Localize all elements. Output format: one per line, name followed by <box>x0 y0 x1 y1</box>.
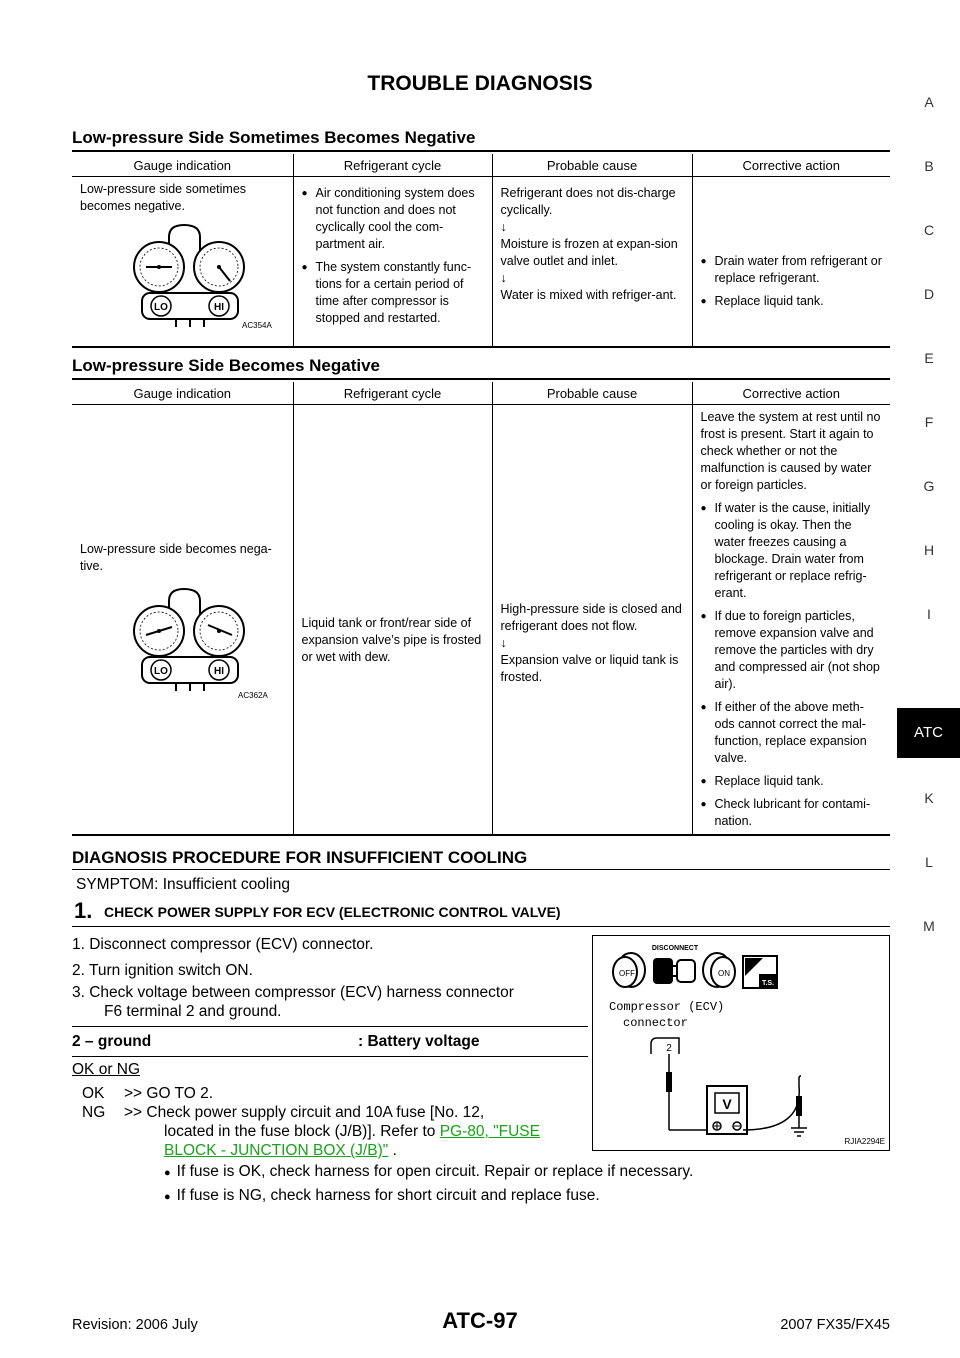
refrigerant-cycle-cell <box>293 405 492 836</box>
connector-caption: Compressor (ECV) <box>609 1000 725 1014</box>
svg-text:HI: HI <box>214 666 224 677</box>
gauge-text: Low-pressure side becomes nega-tive. <box>80 542 272 573</box>
step-title: CHECK POWER SUPPLY FOR ECV (ELECTRONIC CONTROL VALVE) <box>104 904 561 920</box>
side-tab[interactable]: D <box>923 286 935 302</box>
list-item: ● The system constantly func-tions for a certain period of time after compressor is stopped and restarted. <box>302 259 484 327</box>
ng-end: . <box>392 1142 397 1159</box>
connector-caption: connector <box>623 1016 688 1030</box>
section-rule <box>72 378 890 380</box>
list-item: ● Drain water from refrigerant or replace refrigerant. <box>701 253 883 287</box>
ng-text-cont <box>164 1142 397 1160</box>
gauge-indication-cell <box>72 177 293 347</box>
page-title: TROUBLE DIAGNOSIS <box>367 72 593 95</box>
figure-code: RJIA2294E <box>844 1137 885 1146</box>
section-heading-1: Low-pressure Side Sometimes Becomes Negative <box>72 128 476 147</box>
arrow-down-icon: ↓ <box>500 271 507 285</box>
manifold-gauge-icon <box>124 583 284 701</box>
cause-line: Expansion valve or liquid tank is frosted. <box>500 653 679 684</box>
list-item: ● If due to foreign particles, remove expansion valve and remove the particles with dry and compressed air (not shop air). <box>701 608 883 693</box>
manifold-gauge-figure <box>124 219 284 337</box>
arrow-down-icon: ↓ <box>500 220 507 234</box>
ok-text: >> GO TO 2. <box>124 1085 214 1102</box>
terminal-label: 2 <box>666 1043 672 1054</box>
list-item: ● Air conditioning system does not function and does not cyclically cool the com-partment air. <box>302 185 484 253</box>
procedure-heading: DIAGNOSIS PROCEDURE FOR INSUFFICIENT COOLING <box>72 848 528 867</box>
footer-page-number: ATC-97 <box>442 1308 518 1333</box>
arrow-down-icon: ↓ <box>500 636 507 650</box>
footer-revision: Revision: 2006 July <box>72 1317 198 1333</box>
table-low-pressure-sometimes <box>72 154 890 348</box>
gauge-indication-cell <box>72 405 293 836</box>
section-rule <box>72 926 890 927</box>
step-number: 1. <box>74 898 93 923</box>
fuse-block-link[interactable]: BLOCK - JUNCTION BOX (J/B)" <box>164 1142 389 1159</box>
step-line: 3. Check voltage between compressor (ECV) harness connector <box>72 984 514 1001</box>
step-line-cont: F6 terminal 2 and ground. <box>104 1003 282 1020</box>
manifold-gauge-figure <box>124 583 284 701</box>
column-header: Gauge indication <box>72 382 293 405</box>
off-label: OFF <box>619 969 635 978</box>
side-tab[interactable]: I <box>927 606 931 622</box>
column-header: Corrective action <box>692 382 890 405</box>
svg-text:HI: HI <box>214 302 224 313</box>
bullet-item <box>164 1187 600 1205</box>
corrective-action-cell <box>692 177 890 347</box>
column-header: Corrective action <box>692 154 890 177</box>
list-item: ● Replace liquid tank. <box>701 773 883 790</box>
ng-label: NG <box>82 1104 106 1121</box>
bullet-icon: ● <box>164 1191 171 1203</box>
section-rule <box>72 869 890 870</box>
ts-label: T.S. <box>761 980 775 987</box>
step-line: 2. Turn ignition switch ON. <box>72 962 253 979</box>
probable-cause-cell <box>492 177 692 347</box>
side-tab[interactable]: K <box>924 790 934 806</box>
list-item: ● Replace liquid tank. <box>701 293 883 310</box>
cause-line: High-pressure side is closed and refrigerant does not flow. <box>500 602 682 633</box>
spec-value: : Battery voltage <box>358 1033 480 1050</box>
side-tab[interactable]: E <box>924 350 934 366</box>
cause-line: Water is mixed with refriger-ant. <box>500 288 677 302</box>
list-item: ● If water is the cause, initially cooling is okay. Then the water freezes causing a blockage. Drain water from refrigerant or replace refrig-erant. <box>701 500 883 602</box>
cause-line: Moisture is frozen at expan-sion valve outlet and inlet. <box>500 237 678 268</box>
ok-ng-label: OK or NG <box>72 1061 141 1078</box>
side-tab[interactable]: G <box>923 478 935 494</box>
column-header: Probable cause <box>492 154 692 177</box>
figure-code: AC354A <box>242 321 272 330</box>
spec-label: 2 – ground <box>72 1033 152 1050</box>
svg-text:LO: LO <box>154 302 168 313</box>
bullet-text: If fuse is OK, check harness for open circuit. Repair or replace if necessary. <box>176 1163 694 1180</box>
column-header: Gauge indication <box>72 154 293 177</box>
column-header: Refrigerant cycle <box>293 154 492 177</box>
disconnect-label: DISCONNECT <box>651 945 699 952</box>
gauge-text: Low-pressure side sometimes becomes negative. <box>80 182 247 213</box>
bullet-icon: ● <box>164 1167 171 1179</box>
connector-figure <box>592 935 890 1151</box>
side-tab[interactable]: B <box>924 158 934 174</box>
side-tab[interactable]: F <box>924 414 934 430</box>
section-heading-2: Low-pressure Side Becomes Negative <box>72 356 381 375</box>
spec-rule <box>72 1056 588 1057</box>
section-rule <box>72 150 890 152</box>
figure-code: AC362A <box>238 691 268 700</box>
ng-cont: located in the fuse block (J/B)]. Refer to <box>164 1123 436 1140</box>
action-intro: Leave the system at rest until no frost is present. Start it again to check whether or not the malfunction is caused by water or foreign particles. <box>700 410 881 492</box>
voltmeter-icon: V <box>722 1096 732 1112</box>
spec-rule <box>72 1026 588 1027</box>
bullet-text: If fuse is NG, check harness for short circuit and replace fuse. <box>176 1187 600 1204</box>
svg-text:LO: LO <box>154 666 168 677</box>
side-tab[interactable]: C <box>923 222 935 238</box>
cause-line: Refrigerant does not dis-charge cyclically. <box>500 186 676 217</box>
list-item: ● If either of the above meth-ods cannot correct the mal-function, replace expansion valve. <box>701 699 883 767</box>
ok-label: OK <box>82 1085 105 1102</box>
side-tab[interactable]: M <box>923 918 935 934</box>
disconnect-icon <box>653 958 695 984</box>
column-header: Probable cause <box>492 382 692 405</box>
side-tab[interactable]: L <box>925 854 933 870</box>
fuse-block-link[interactable]: PG-80, "FUSE <box>439 1123 540 1140</box>
ng-text: >> Check power supply circuit and 10A fuse [No. 12, <box>124 1104 485 1121</box>
cycle-text: Liquid tank or front/rear side of expansion valve’s pipe is frosted or wet with dew. <box>301 616 482 664</box>
connector-diagram <box>593 936 889 1150</box>
corrective-action-cell <box>692 405 890 836</box>
side-tab[interactable]: H <box>923 542 935 558</box>
footer-model: 2007 FX35/FX45 <box>780 1317 890 1333</box>
on-label: ON <box>718 969 730 978</box>
refrigerant-cycle-cell <box>293 177 492 347</box>
symptom-text: SYMPTOM: Insufficient cooling <box>76 876 290 893</box>
step-line: 1. Disconnect compressor (ECV) connector. <box>72 936 374 953</box>
side-tab-active[interactable]: ATC <box>897 708 960 758</box>
bullet-item <box>164 1163 693 1181</box>
probable-cause-cell <box>492 405 692 836</box>
table-low-pressure-negative <box>72 382 890 836</box>
list-item: ● Check lubricant for contami-nation. <box>701 796 883 830</box>
side-tab[interactable]: A <box>924 94 934 110</box>
column-header: Refrigerant cycle <box>293 382 492 405</box>
ng-text-cont <box>164 1123 540 1141</box>
